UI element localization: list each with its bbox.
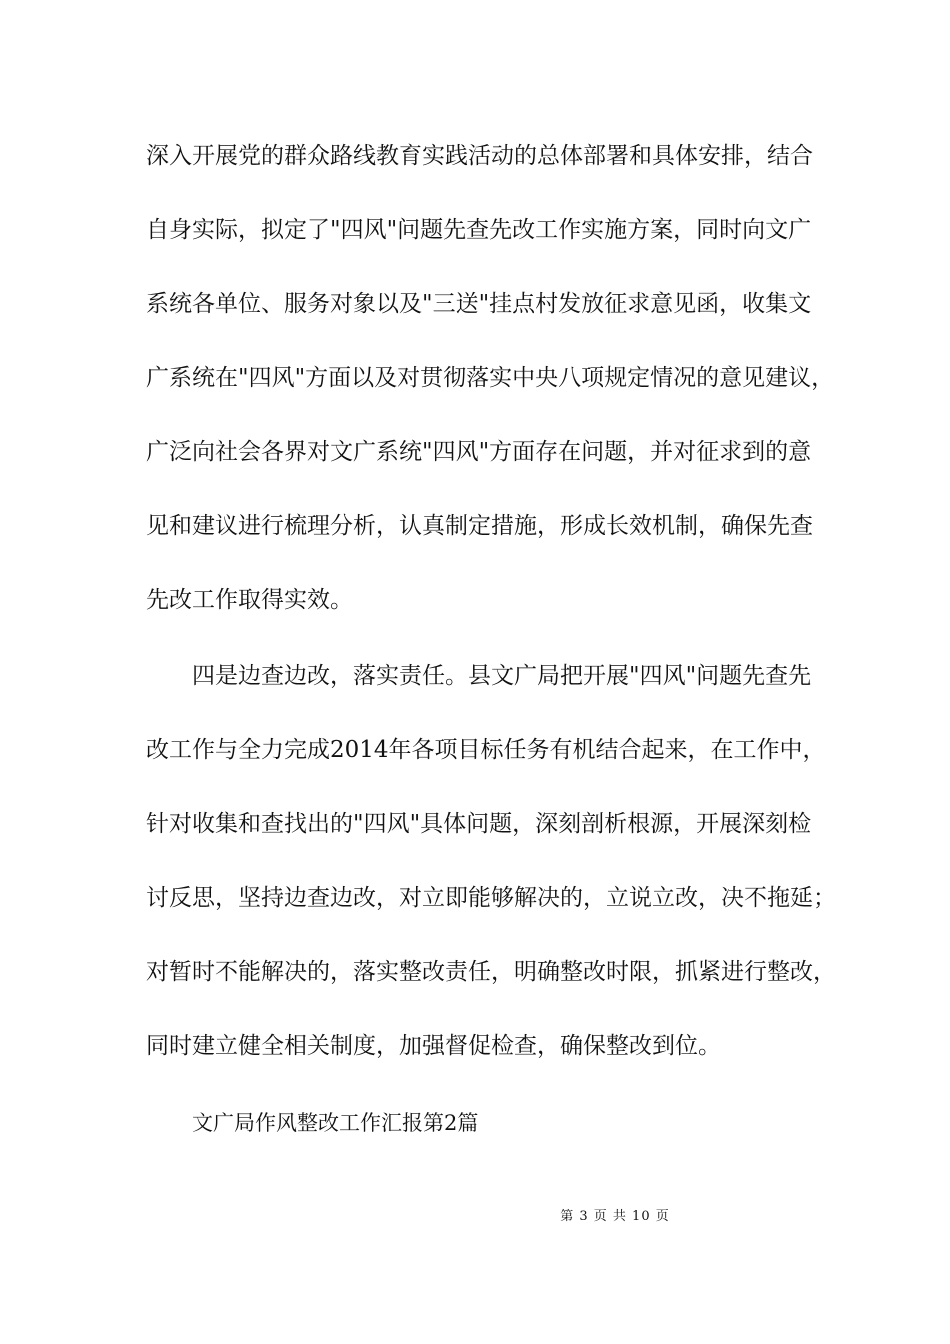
paragraph-line: 广系统在"四风"方面以及对贯彻落实中央八项规定情况的意见建议， [146,365,835,391]
paragraph-line: 自身实际，拟定了"四风"问题先查先改工作实施方案，同时向文广 [146,217,812,243]
paragraph-line: 先改工作取得实效。 [146,587,353,613]
paragraph-line: 四是边查边改，落实责任。县文广局把开展"四风"问题先查先 [192,663,812,689]
paragraph-line: 广泛向社会各界对文广系统"四风"方面存在问题，并对征求到的意 [146,439,812,465]
paragraph-line: 深入开展党的群众路线教育实践活动的总体部署和具体安排，结合 [146,143,813,169]
paragraph-line: 同时建立健全相关制度，加强督促检查，确保整改到位。 [146,1033,721,1059]
paragraph-line: 针对收集和查找出的"四风"具体问题，深刻剖析根源，开展深刻检 [146,811,812,837]
page-number-footer: 第 3 页 共 10 页 [560,1209,670,1224]
paragraph-line: 改工作与全力完成2014年各项目标任务有机结合起来，在工作中， [146,737,826,763]
paragraph-line: 对暂时不能解决的，落实整改责任，明确整改时限，抓紧进行整改， [146,959,836,985]
paragraph-line: 讨反思，坚持边查边改，对立即能够解决的，立说立改，决不拖延； [146,885,836,911]
paragraph-line: 见和建议进行梳理分析，认真制定措施，形成长效机制，确保先查 [146,513,813,539]
paragraph-line: 系统各单位、服务对象以及"三送"挂点村发放征求意见函，收集文 [146,291,812,317]
section-title: 文广局作风整改工作汇报第2篇 [192,1111,479,1135]
